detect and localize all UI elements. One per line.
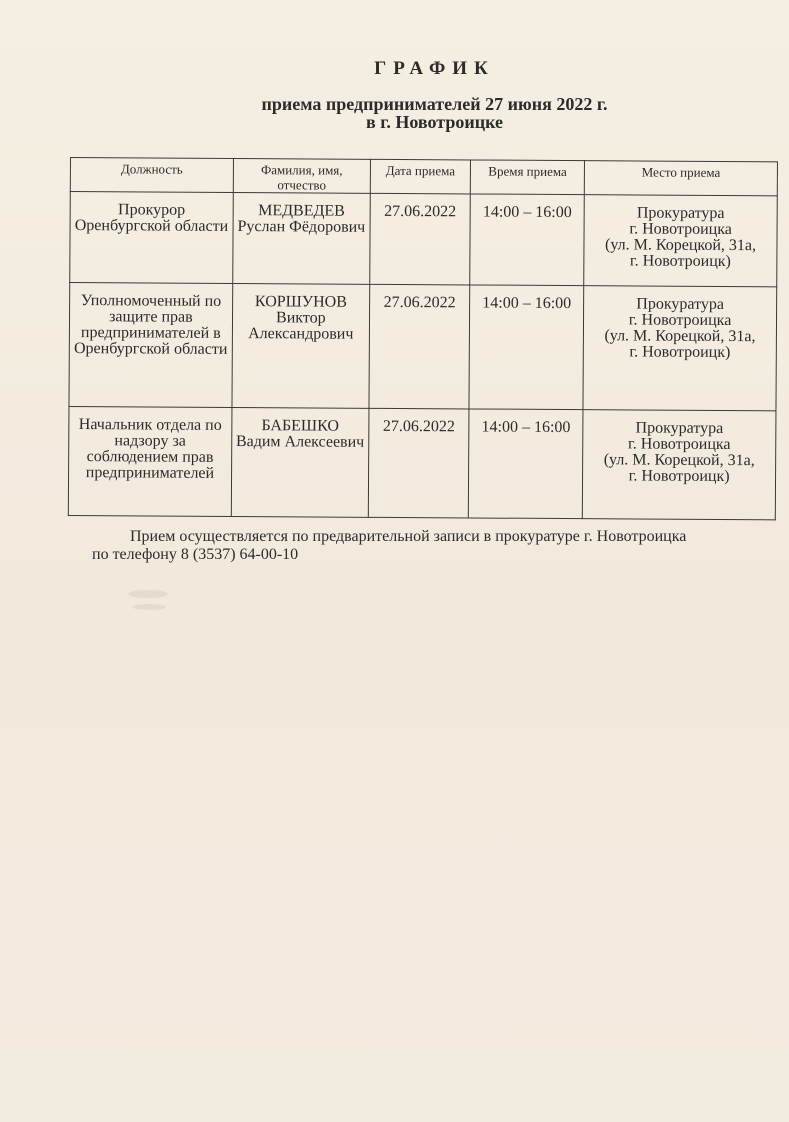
cell-position: Прокурор Оренбургской области [70,192,233,284]
note-phone-line: по телефону 8 (3537) 64-00-10 [92,546,299,563]
subtitle-line: приема предпринимателей 27 июня 2022 г. [261,94,608,114]
cell-position: Уполномоченный по защите прав предпринимателей в Оренбургской области [69,283,233,408]
last-name: МЕДВЕДЕВ [258,202,345,220]
cell-time: 14:00 – 16:00 [469,285,584,410]
place-line: (ул. М. Корецкой, 31а, [603,451,755,470]
header-time: Время приема [470,160,584,195]
place-line: Прокуратура [636,295,725,313]
header-full-name: Фамилия, имя, отчество [233,158,370,193]
cell-full-name [231,407,369,517]
document-title: ГРАФИК [374,58,495,79]
cell-date: 27.06.2022 [368,408,469,518]
table-row [68,406,776,519]
cell-place [582,410,776,520]
cell-time: 14:00 – 16:00 [468,409,583,519]
place-line: г. Новотроицк) [629,252,731,271]
subtitle-line: в г. Новотроицке [365,112,503,132]
place-line: (ул. М. Корецкой, 31а, [604,236,757,255]
header-place: Место приема [584,161,777,196]
place-line: Прокуратура [636,204,725,222]
cell-date: 27.06.2022 [369,284,470,409]
header-position: Должность [70,158,233,193]
table-header-row [70,158,777,196]
first-middle-name: Руслан Фёдорович [237,218,366,236]
place-line: г. Новотроицка [628,311,732,330]
note-line: Прием осуществляется по предварительной записи в прокуратуре г. Новотроицка [130,528,687,545]
cell-full-name [232,283,370,408]
place-line: (ул. М. Корецкой, 31а, [604,327,756,346]
last-name: БАБЕШКО [261,417,339,435]
scan-smudge [132,604,166,610]
table-row [69,283,777,411]
header-date: Дата приема [370,159,471,194]
place-line: г. Новотроицк) [629,343,731,362]
document-subtitle [0,95,789,131]
cell-position: Начальник отдела по надзору за соблюдением прав предпринимателей [68,406,231,516]
first-middle-name: Вадим Алексеевич [235,433,365,451]
place-line: Прокуратура [635,419,724,437]
place-line: г. Новотроицка [629,220,732,239]
appointment-note [92,528,772,564]
cell-date: 27.06.2022 [370,193,471,285]
cell-time: 14:00 – 16:00 [470,194,585,286]
cell-place [583,286,777,411]
scan-smudge [128,590,168,598]
table-row [70,192,778,287]
first-middle-name: Виктор Александрович [248,309,354,343]
last-name: КОРШУНОВ [254,293,347,311]
schedule-table [68,157,778,520]
cell-full-name [233,192,371,284]
cell-place [584,195,777,287]
place-line: г. Новотроицк) [628,467,730,486]
place-line: г. Новотроицка [628,435,731,454]
